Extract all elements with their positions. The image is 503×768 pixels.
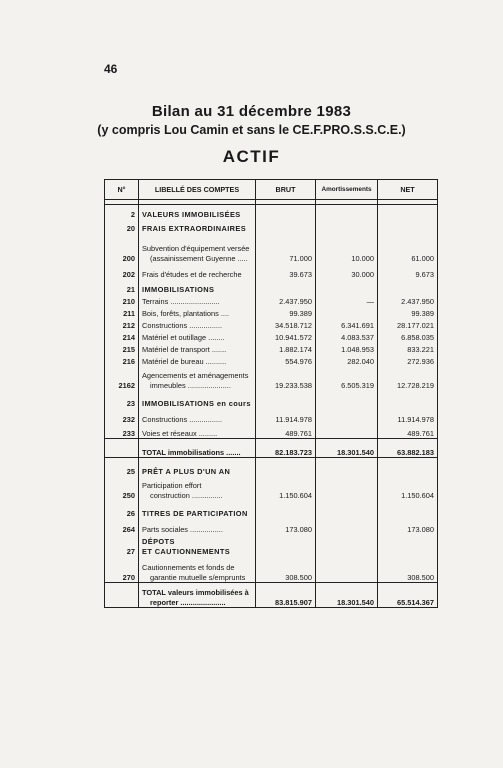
account-number: 270	[105, 556, 139, 583]
account-number: 202	[105, 263, 139, 279]
brut-value: 82.183.723	[256, 439, 316, 458]
account-number: 250	[105, 476, 139, 500]
account-label-line: garantie mutuelle s/emprunts	[150, 572, 246, 582]
net-value: 173.080	[378, 518, 438, 534]
account-label-line: (assainissement Guyenne .....	[150, 253, 248, 263]
brut-value: 2.437.950	[256, 294, 316, 306]
account-number: 232	[105, 408, 139, 424]
account-label-line: DÉPOTS	[142, 537, 175, 546]
table-row	[105, 458, 438, 477]
net-value: 28.177.021	[378, 318, 438, 330]
account-label-line: Subvention d'équipement versée	[142, 244, 250, 253]
account-label	[139, 476, 256, 500]
brut-value	[256, 390, 316, 408]
amortissements-value	[316, 458, 378, 477]
amortissements-value: 10.000	[316, 233, 378, 263]
amortissements-value: 1.048.953	[316, 342, 378, 354]
account-label	[139, 500, 256, 518]
account-label	[139, 534, 256, 556]
net-value: 9.673	[378, 263, 438, 279]
account-label	[139, 205, 256, 220]
table-row	[105, 318, 438, 330]
table-row	[105, 556, 438, 583]
header-libelle: LIBELLÉ DES COMPTES	[139, 180, 256, 200]
account-label-line: Matériel et outillage ........	[142, 332, 225, 342]
account-label	[139, 263, 256, 279]
table-row	[105, 390, 438, 408]
net-value: 6.858.035	[378, 330, 438, 342]
amortissements-value	[316, 219, 378, 233]
brut-value: 308.500	[256, 556, 316, 583]
brut-value	[256, 219, 316, 233]
table-row	[105, 219, 438, 233]
account-label-line: IMMOBILISATIONS en cours	[142, 398, 251, 408]
brut-value: 554.976	[256, 354, 316, 366]
account-number: 2162	[105, 366, 139, 390]
account-number: 21	[105, 279, 139, 294]
net-value: 1.150.604	[378, 476, 438, 500]
account-number: 20	[105, 219, 139, 233]
account-label	[139, 294, 256, 306]
net-value	[378, 279, 438, 294]
account-label-line: Participation effort	[142, 481, 202, 490]
brut-value: 99.389	[256, 306, 316, 318]
net-value	[378, 205, 438, 220]
account-number	[105, 583, 139, 608]
table-row	[105, 279, 438, 294]
table-row	[105, 500, 438, 518]
table-row	[105, 294, 438, 306]
amortissements-value: 18.301.540	[316, 583, 378, 608]
account-label-line: Bois, forêts, plantations ....	[142, 308, 230, 318]
table-row	[105, 263, 438, 279]
account-label-line: immeubles .....................	[150, 380, 231, 390]
table-row	[105, 366, 438, 390]
account-number: 26	[105, 500, 139, 518]
account-label	[139, 330, 256, 342]
amortissements-value	[316, 205, 378, 220]
net-value	[378, 219, 438, 233]
account-label	[139, 556, 256, 583]
brut-value: 489.761	[256, 424, 316, 439]
brut-value: 19.233.538	[256, 366, 316, 390]
account-label-line: ET CAUTIONNEMENTS	[142, 546, 231, 556]
amortissements-value	[316, 500, 378, 518]
brut-value: 173.080	[256, 518, 316, 534]
net-value	[378, 534, 438, 556]
account-number: 2	[105, 205, 139, 220]
account-number: 264	[105, 518, 139, 534]
brut-value: 1.150.604	[256, 476, 316, 500]
account-number	[105, 439, 139, 458]
account-number: 210	[105, 294, 139, 306]
table-row	[105, 476, 438, 500]
table-row	[105, 330, 438, 342]
table-row	[105, 518, 438, 534]
amortissements-value: 18.301.540	[316, 439, 378, 458]
amortissements-value: 6.341.691	[316, 318, 378, 330]
header-amortissements: Amortissements	[316, 180, 378, 200]
balance-sheet-table	[104, 179, 438, 608]
amortissements-value: 282.040	[316, 354, 378, 366]
net-value: 308.500	[378, 556, 438, 583]
amortissements-value	[316, 279, 378, 294]
account-label-line: reporter ......................	[150, 597, 226, 607]
account-number: 214	[105, 330, 139, 342]
amortissements-value	[316, 408, 378, 424]
brut-value: 10.941.572	[256, 330, 316, 342]
net-value: 12.728.219	[378, 366, 438, 390]
account-number: 233	[105, 424, 139, 439]
net-value: 489.761	[378, 424, 438, 439]
page-subtitle: (y compris Lou Camin et sans le CE.F.PRO.S.S.C.E.)	[97, 123, 406, 137]
net-value	[378, 390, 438, 408]
account-label-line: Constructions ................	[142, 414, 223, 424]
net-value: 99.389	[378, 306, 438, 318]
brut-value: 71.000	[256, 233, 316, 263]
account-number: 216	[105, 354, 139, 366]
brut-value	[256, 458, 316, 477]
account-number: 200	[105, 233, 139, 263]
account-label-line: FRAIS EXTRAORDINAIRES	[142, 223, 247, 233]
amortissements-value	[316, 306, 378, 318]
account-label-line: Matériel de bureau ..........	[142, 356, 227, 366]
net-value: 833.221	[378, 342, 438, 354]
account-label-line: TITRES DE PARTICIPATION	[142, 508, 248, 518]
brut-value	[256, 279, 316, 294]
page-number: 46	[104, 62, 118, 76]
amortissements-value	[316, 556, 378, 583]
account-number: 25	[105, 458, 139, 477]
account-label	[139, 458, 256, 477]
table-row	[105, 306, 438, 318]
table-row	[105, 233, 438, 263]
table-row	[105, 424, 438, 439]
ledger-body	[105, 205, 438, 608]
amortissements-value	[316, 518, 378, 534]
net-value	[378, 500, 438, 518]
section-heading: ACTIF	[222, 147, 281, 166]
header-brut: BRUT	[256, 180, 316, 200]
account-label	[139, 439, 256, 458]
account-number: 212	[105, 318, 139, 330]
account-label	[139, 518, 256, 534]
account-label-line: Constructions ................	[142, 320, 223, 330]
brut-value	[256, 534, 316, 556]
account-label-line: Parts sociales ................	[142, 524, 223, 534]
account-label	[139, 366, 256, 390]
account-label-line: TOTAL immobilisations .......	[142, 447, 241, 457]
account-label	[139, 219, 256, 233]
brut-value: 1.882.174	[256, 342, 316, 354]
account-label	[139, 318, 256, 330]
amortissements-value: 6.505.319	[316, 366, 378, 390]
amortissements-value: 4.083.537	[316, 330, 378, 342]
account-label	[139, 390, 256, 408]
account-label-line: Voies et réseaux .........	[142, 428, 218, 438]
brut-value: 34.518.712	[256, 318, 316, 330]
account-label-line: Agencements et aménagements	[142, 371, 249, 380]
table-row	[105, 205, 438, 220]
account-label	[139, 279, 256, 294]
net-value: 61.000	[378, 233, 438, 263]
header-number: N°	[105, 180, 139, 200]
account-label-line: Matériel de transport .......	[142, 344, 227, 354]
brut-value: 83.815.907	[256, 583, 316, 608]
account-label-line: PRÊT A PLUS D'UN AN	[142, 466, 231, 476]
account-label-line: VALEURS IMMOBILISÉES	[142, 209, 241, 219]
account-label-line: construction ...............	[150, 490, 223, 500]
table-row	[105, 534, 438, 556]
net-value: 2.437.950	[378, 294, 438, 306]
net-value: 11.914.978	[378, 408, 438, 424]
account-label	[139, 306, 256, 318]
account-label	[139, 233, 256, 263]
account-label	[139, 408, 256, 424]
account-label	[139, 583, 256, 608]
account-number: 27	[105, 534, 139, 556]
net-value: 65.514.367	[378, 583, 438, 608]
table-row	[105, 342, 438, 354]
account-label-line: TOTAL valeurs immobilisées à	[142, 588, 249, 597]
amortissements-value	[316, 390, 378, 408]
table-row	[105, 583, 438, 608]
account-label	[139, 354, 256, 366]
table-row	[105, 354, 438, 366]
account-number: 23	[105, 390, 139, 408]
brut-value: 39.673	[256, 263, 316, 279]
net-value: 63.882.183	[378, 439, 438, 458]
account-label-line: IMMOBILISATIONS	[142, 284, 215, 294]
account-label	[139, 424, 256, 439]
amortissements-value: —	[316, 294, 378, 306]
page-title: Bilan au 31 décembre 1983	[151, 103, 352, 120]
account-label	[139, 342, 256, 354]
net-value	[378, 458, 438, 477]
amortissements-value	[316, 534, 378, 556]
amortissements-value	[316, 476, 378, 500]
amortissements-value: 30.000	[316, 263, 378, 279]
account-label-line: Frais d'études et de recherche	[142, 269, 242, 279]
brut-value	[256, 500, 316, 518]
header-net: NET	[378, 180, 438, 200]
brut-value	[256, 205, 316, 220]
brut-value: 11.914.978	[256, 408, 316, 424]
account-number: 215	[105, 342, 139, 354]
amortissements-value	[316, 424, 378, 439]
table-row	[105, 439, 438, 458]
account-label-line: Terrains ........................	[142, 296, 220, 306]
account-number: 211	[105, 306, 139, 318]
table-row	[105, 408, 438, 424]
net-value: 272.936	[378, 354, 438, 366]
account-label-line: Cautionnements et fonds de	[142, 563, 235, 572]
